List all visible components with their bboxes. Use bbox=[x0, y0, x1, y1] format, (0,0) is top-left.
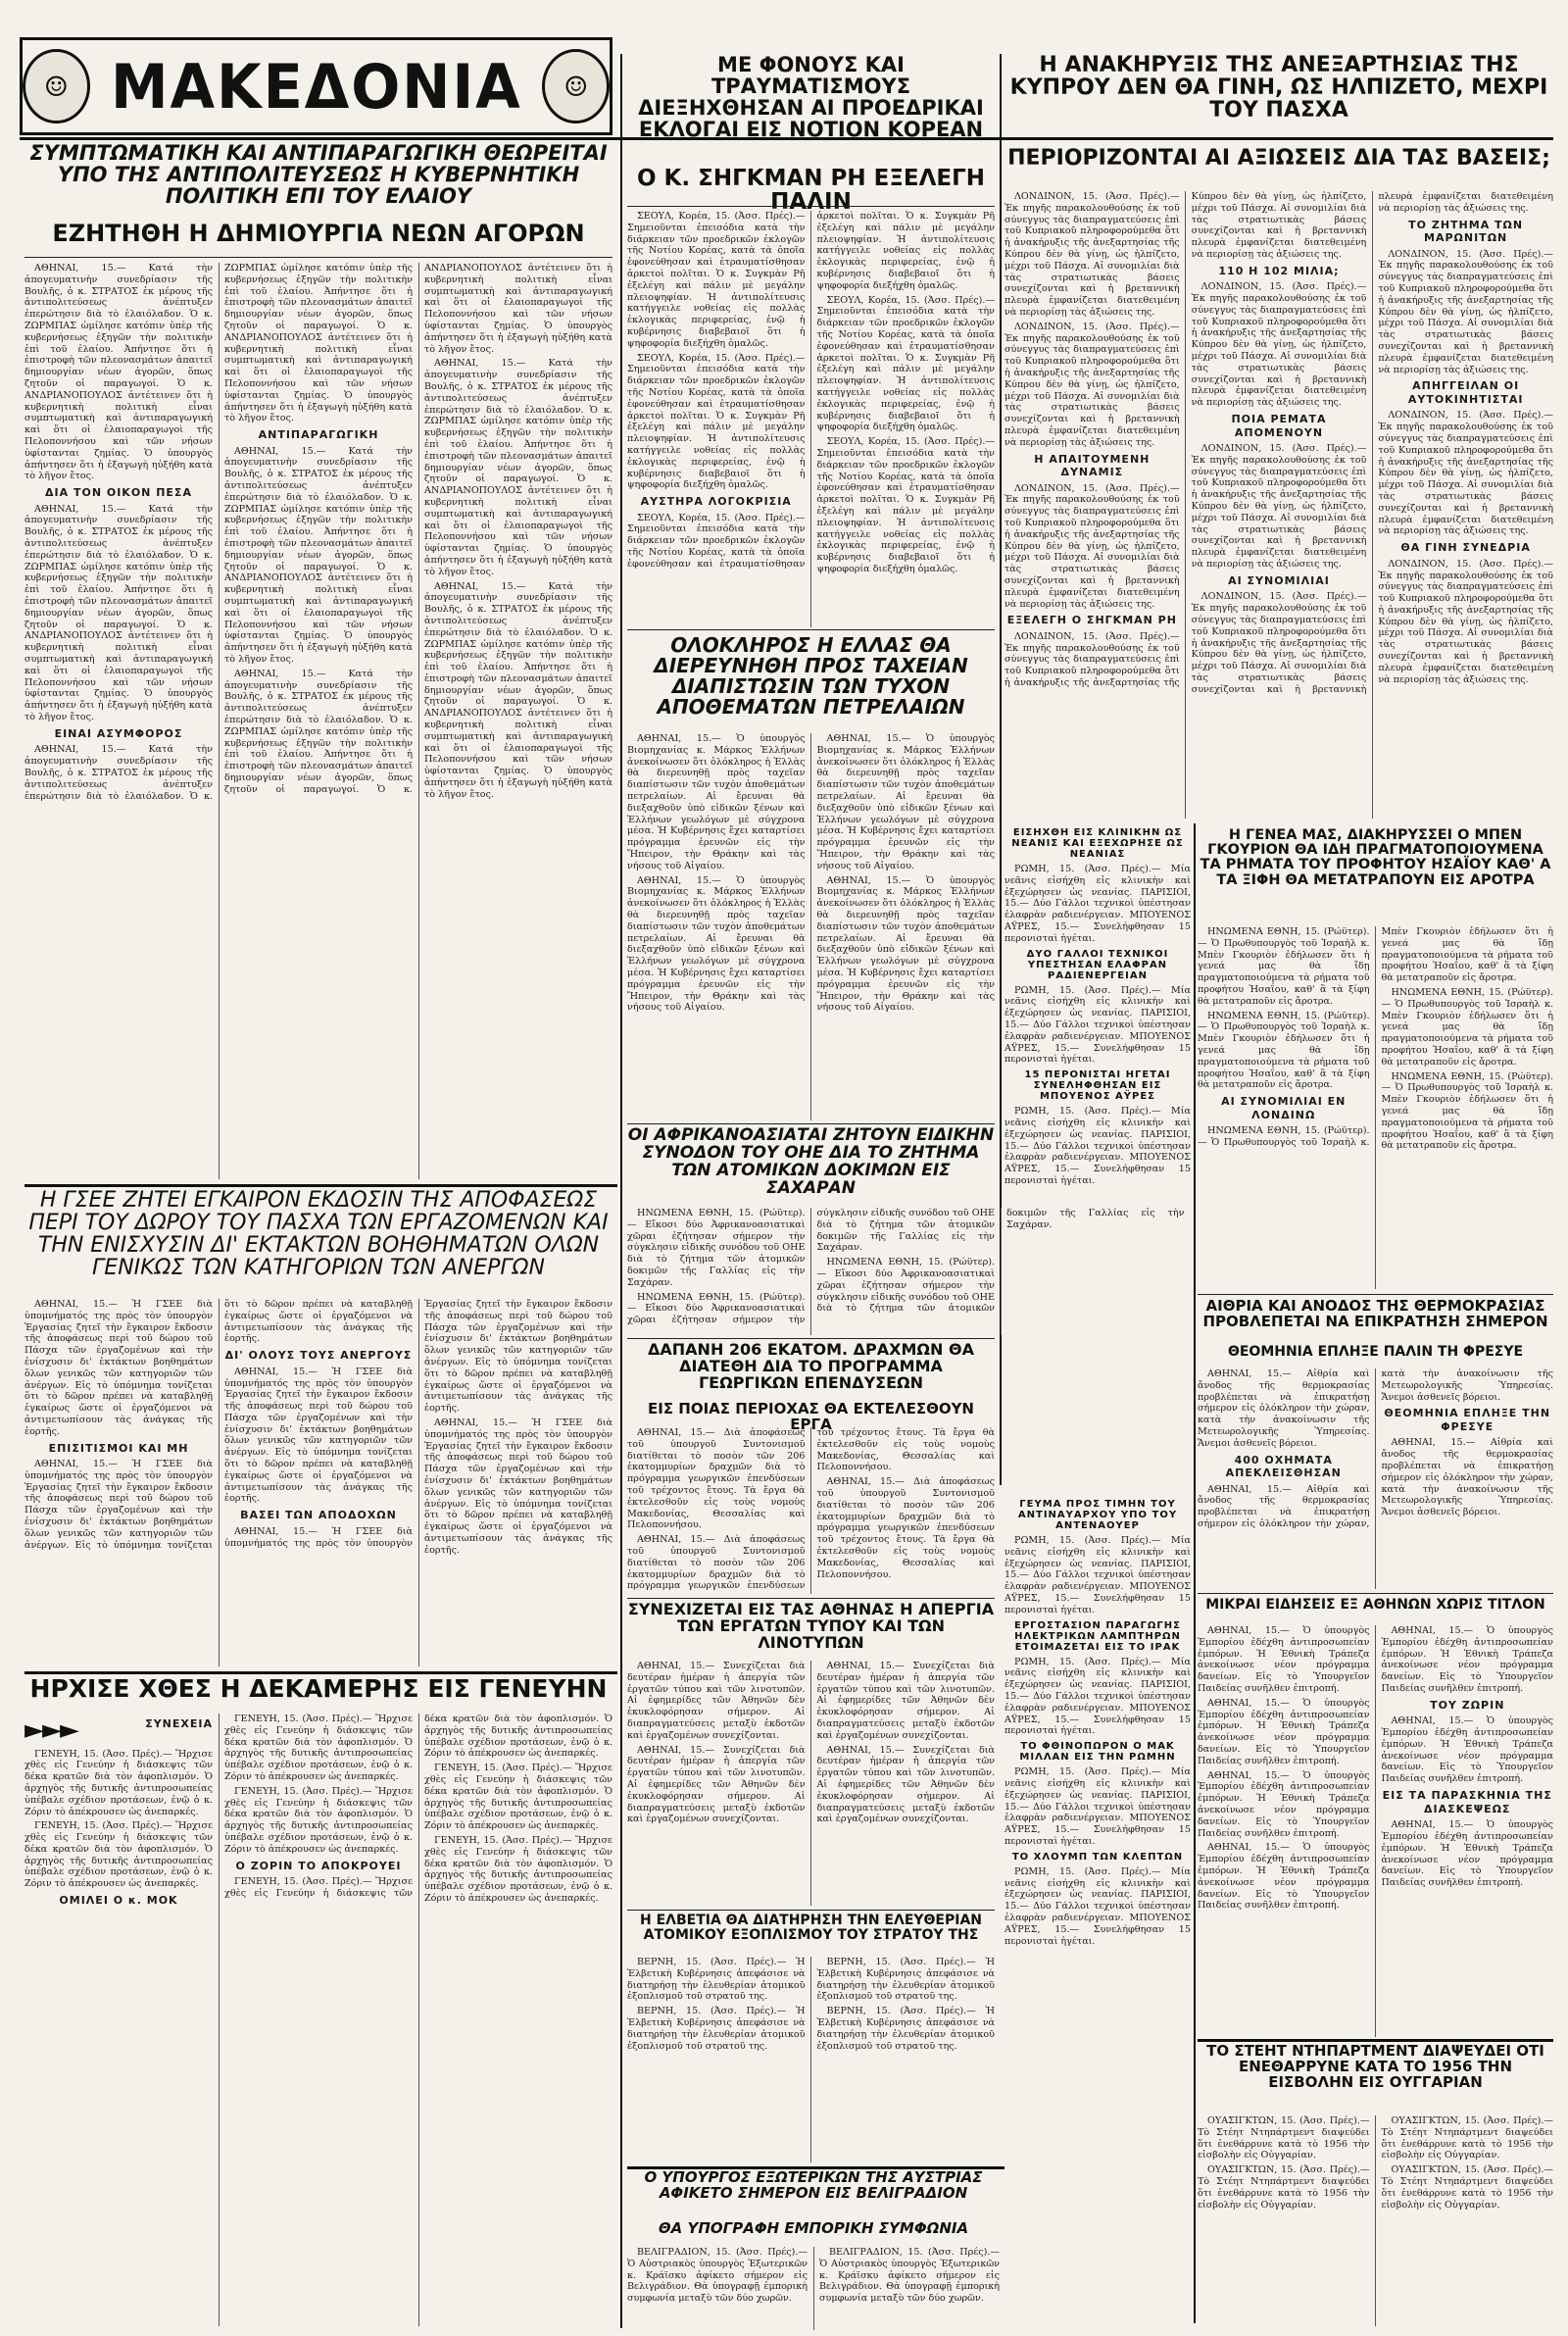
olive-paragraph: ΑΘΗΝΑΙ, 15.— Κατά τὴν ἀπογευματινὴν συνεδρίασιν τῆς Βουλῆς, ὁ κ. ΣΤΡΑΤΟΣ ἐκ μέρους τῆς ἀντιπολιτεύσεως ἀνέπτυξεν ἐπερώτησιν διὰ τὸ ἐλαιόλαδον. Ὁ κ. ΖΩΡΜΠΑΣ ὡμίλησε κατόπιν ὑπὲρ τῆς κυβερνήσεως ἐξηγῶν τὴν πολιτικὴν ἐπὶ τοῦ ἐλαίου. Ἀπήντησε ὅτι ἡ ἐπιστροφὴ τῶν πλεονασμάτων ἀπαιτεῖ δημιουργίαν νέων ἀγορῶν, ὅπως ζητοῦν οἱ παραγωγοί. Ὁ κ. ΑΝΔΡΙΑΝΟΠΟΥΛΟΣ ἀντέτεινεν ὅτι ἡ κυβερνητικὴ πολιτικὴ εἶναι συμπτωματικὴ καὶ ἀντιπαραγωγική καὶ ὅτι οἱ ἐλαιοπαραγωγοὶ τῆς Πελοποννήσου καὶ τῶν νήσων ὑφίστανται ζημίας. Ὁ ὑπουργὸς ἀπήντησεν ὅτι ἡ ἐξαγωγὴ ηὐξήθη κατὰ τὸ λῆγον ἔτος. bbox=[424, 358, 612, 577]
geneva-headline bbox=[24, 1676, 612, 1710]
geneva-paragraph: ΓΕΝΕΥΗ, 15. (Ἀσσ. Πρές).— Ἤρχισε χθὲς εἰς Γενεύην ἡ διάσκεψις τῶν δέκα κρατῶν διὰ τὸν ἀφοπλισμόν. Ὁ ἀρχηγὸς τῆς δυτικῆς ἀντιπροσωπείας ὑπέβαλε σχέδιον προτάσεων, ἐνῷ ὁ κ. Ζόριν τὸ ἀπέκρουσεν ὡς ἀνεπαρκές. bbox=[24, 1820, 213, 1890]
korea-paragraph: ΣΕΟΥΛ, Κορέα, 15. (Ἀσσ. Πρές).— Σημειοῦνται ἐπεισόδια κατὰ τὴν διάρκειαν τῶν προεδρικῶν ἐκλογῶν τῆς Νοτίου Κορέας, κατὰ τὰ ὁποῖα ἐφονεύθησαν καὶ ἐτραυματίσθησαν ἀρκετοὶ πολῖται. Ὁ κ. Συγκμὰν Ρῆ ἐξελέγη καὶ πάλιν μὲ μεγάλην πλειοψηφίαν. Ἡ ἀντιπολίτευσις κατήγγειλε νοθείας εἰς πολλὰς ἐκλογικὰς περιφερείας, ἐνῷ ἡ κυβέρνησις διαβεβαιοῖ ὅτι ἡ ψηφοφορία διεξήχθη ὁμαλῶς. bbox=[816, 294, 995, 433]
korea-paragraph: ΣΕΟΥΛ, Κορέα, 15. (Ἀσσ. Πρές).— Σημειοῦνται ἐπεισόδια κατὰ τὴν διάρκειαν τῶν προεδρικῶν ἐκλογῶν τῆς Νοτίου Κορέας, κατὰ τὰ ὁποῖα ἐφονεύθησαν καὶ ἐτραυματίσθησαν ἀρκετοὶ πολῖται. Ὁ κ. Συγκμὰν Ρῆ ἐξελέγη καὶ πάλιν μὲ μεγάλην πλειοψηφίαν. Ἡ ἀντιπολίτευσις κατήγγειλε νοθείας εἰς πολλὰς ἐκλογικὰς περιφερείας, ἐνῷ ἡ κυβέρνησις διαβεβαιοῖ ὅτι ἡ ψηφοφορία διεξήχθη ὁμαλῶς. bbox=[627, 352, 806, 491]
olive-paragraph: ΑΘΗΝΑΙ, 15.— Κατά τὴν ἀπογευματινὴν συνεδρίασιν τῆς Βουλῆς, ὁ κ. ΣΤΡΑΤΟΣ ἐκ μέρους τῆς ἀντιπολιτεύσεως ἀνέπτυξεν ἐπερώτησιν διὰ τὸ ἐλαιόλαδον. Ὁ κ. ΖΩΡΜΠΑΣ ὡμίλησε κατόπιν ὑπὲρ τῆς κυβερνήσεως ἐξηγῶν τὴν πολιτικὴν ἐπὶ τοῦ ἐλαίου. Ἀπήντησε ὅτι ἡ ἐπιστροφὴ τῶν πλεονασμάτων ἀπαιτεῖ δημιουργίαν νέων ἀγορῶν, ὅπως ζητοῦν οἱ παραγωγοί. Ὁ κ. ΑΝΔΡΙΑΝΟΠΟΥΛΟΣ ἀντέτεινεν ὅτι ἡ κυβερνητικὴ πολιτικὴ εἶναι συμπτωματικὴ καὶ ἀντιπαραγωγική καὶ ὅτι οἱ ἐλαιοπαραγωγοὶ τῆς Πελοποννήσου καὶ τῶν νήσων ὑφίστανται ζημίας. Ὁ ὑπουργὸς ἀπήντησεν ὅτι ἡ ἐξαγωγὴ ηὐξήθη κατὰ τὸ λῆγον ἔτος. bbox=[424, 580, 612, 800]
arrows-icon: ►►► bbox=[24, 1715, 77, 1745]
misc-briefs bbox=[1004, 823, 1191, 1490]
agri-paragraph: ΑΘΗΝΑΙ, 15.— Διὰ ἀποφάσεως τοῦ ὑπουργοῦ Συντονισμοῦ διατίθεται τὸ ποσὸν τῶν 206 ἑκατομμυρίων δραχμῶν διὰ τὸ πρόγραμμα γεωργικῶν ἐπενδύσεων τοῦ τρέχοντος ἔτους. Τὰ ἔργα θὰ ἐκτελεσθοῦν εἰς τοὺς νομοὺς Μακεδονίας, Θεσσαλίας καὶ Πελοποννήσου. bbox=[816, 1476, 995, 1580]
short-paragraph: ΑΘΗΝΑΙ, 15.— Ὁ ὑπουργὸς Ἐμπορίου ἐδέχθη ἀντιπροσωπείαν ἐμπόρων. Ἡ Ἐθνικὴ Τράπεζα ἀνεκοίνωσε νέον πρόγραμμα δανείων. Εἰς τὸ Ὑπουργεῖον Παιδείας συνῆλθεν ἐπιτροπή. bbox=[1198, 1625, 1370, 1694]
weather-paragraph: ΑΘΗΝΑΙ, 15.— Αἰθρία καὶ ἄνοδος τῆς θερμοκρασίας προβλέπεται νὰ ἐπικρατήσῃ σήμερον εἰς ὁλόκληρον τὴν χώραν, κατὰ τὴν ἀνακοίνωσιν τῆς Μετεωρολογικῆς Ὑπηρεσίας. Ἄνεμοι ἀσθενεῖς βόρειοι. bbox=[1381, 1437, 1553, 1518]
cyprus-paragraph: ΛΟΝΔΙΝΟΝ, 15. (Ἀσσ. Πρές).— Ἐκ πηγῆς παρακολουθούσης ἐκ τοῦ σύνεγγυς τὰς διαπραγματεύσεις ἐπὶ τοῦ Κυπριακοῦ πληροφορούμεθα ὅτι ἡ ἀνακήρυξις τῆς ἀνεξαρτησίας τῆς Κύπρου δὲν θὰ γίνῃ, ὡς ἠλπίζετο, μέχρι τοῦ Πάσχα. Αἱ συνομιλίαι διὰ τὰς στρατιωτικὰς βάσεις συνεχίζονται καὶ ἡ βρεταννικὴ πλευρὰ ἐμφανίζεται διατεθειμένη νὰ περιορίσῃ τὰς ἀξιώσεις της. bbox=[1378, 410, 1553, 537]
state-paragraph: ΟΥΑΣΙΓΚΤΩΝ, 15. (Ἀσσ. Πρές).— Τὸ Στέητ Ντηπάρτμεντ διαψεύδει ὅτι ἐνεθάρρυνε κατὰ τὸ 1956 τὴν εἰσβολὴν εἰς Οὐγγαρίαν. bbox=[1198, 2115, 1370, 2162]
adenauer-headline: ΓΕΥΜΑ ΠΡΟΣ ΤΙΜΗΝ ΤΟΥ ΑΝΤΙΝΑΥΑΡΧΟΥ ΥΠΟ ΤΟΥ ΑΝΤΕΝΑΟΥΕΡ bbox=[1017, 1499, 1178, 1531]
weather-sub-headline bbox=[1198, 1345, 1553, 1367]
right-briefs bbox=[1004, 1495, 1191, 2323]
head-left-icon: ☺ bbox=[23, 49, 90, 124]
cyprus-paragraph: ΛΟΝΔΙΝΟΝ, 15. (Ἀσσ. Πρές).— Ἐκ πηγῆς παρακολουθούσης ἐκ τοῦ σύνεγγυς τὰς διαπραγματεύσεις ἐπὶ τοῦ Κυπριακοῦ πληροφορούμεθα ὅτι ἡ ἀνακήρυξις τῆς ἀνεξαρτησίας τῆς Κύπρου δὲν θὰ γίνῃ, ὡς ἠλπίζετο, μέχρι τοῦ Πάσχα. Αἱ συνομιλίαι διὰ τὰς στρατιωτικὰς βάσεις συνεχίζονται καὶ ἡ βρεταννικὴ πλευρὰ ἐμφανίζεται διατεθειμένη νὰ περιορίσῃ τὰς ἀξιώσεις της. bbox=[1378, 248, 1553, 375]
ben-paragraph: ΗΝΩΜΕΝΑ ΕΘΝΗ, 15. (Ρώϋτερ).— Ὁ Πρωθυπουργὸς τοῦ Ἰσραὴλ κ. Μπὲν Γκουριὸν ἐδήλωσεν ὅτι ἡ γενεά μας θὰ ἴδῃ πραγματοποιούμενα τὰ ρήματα τοῦ προφήτου Ἠσαΐου, καθ' ἃ τὰ ξίφη θὰ μετατραποῦν εἰς ἄροτρα. bbox=[1198, 1010, 1370, 1091]
short-paragraph: ΑΘΗΝΑΙ, 15.— Ὁ ὑπουργὸς Ἐμπορίου ἐδέχθη ἀντιπροσωπείαν ἐμπόρων. Ἡ Ἐθνικὴ Τράπεζα ἀνεκοίνωσε νέον πρόγραμμα δανείων. Εἰς τὸ Ὑπουργεῖον Παιδείας συνῆλθεν ἐπιτροπή. bbox=[1198, 1697, 1370, 1766]
gsee-top-rule bbox=[24, 1184, 617, 1187]
oil-paragraph: ΑΘΗΝΑΙ, 15.— Ὁ ὑπουργὸς Βιομηχανίας κ. Μάρκος Ἑλλήνων ἀνεκοίνωσεν ὅτι ὁλόκληρος ἡ Ἑλλὰς θὰ διερευνηθῇ πρὸς ταχεῖαν διαπίστωσιν τῶν τυχὸν ἀποθεμάτων πετρελαίων. Αἱ ἔρευναι θὰ διεξαχθοῦν ὑπὸ εἰδικῶν ξένων καὶ Ἑλλήνων γεωλόγων μὲ σύγχρονα μέσα. Ἡ Κυβέρνησις ἔχει καταρτίσει πρόγραμμα ἐρευνῶν εἰς τὴν Ἤπειρον, τὴν Θράκην καὶ τὰς νήσους τοῦ Αἰγαίου. bbox=[816, 733, 995, 871]
misc-paragraph: ΡΩΜΗ, 15. (Ἀσσ. Πρές).— Μία νεᾶνις εἰσήχθη εἰς κλινικὴν καὶ ἐξεχώρησεν ὡς νεανίας. ΠΑΡΙΣΙΟΙ, 15.— Δύο Γάλλοι τεχνικοὶ ὑπέστησαν ἐλαφρὰν ραδιενέργειαν. ΜΠΟΥΕΝΟΣ ΑΫΡΕΣ, 15.— Συνελήφθησαν 15 περονισταὶ ἡγέται. bbox=[1004, 864, 1191, 944]
olive-paragraph: ΑΘΗΝΑΙ, 15.— Κατά τὴν ἀπογευματινὴν συνεδρίασιν τῆς Βουλῆς, ὁ κ. ΣΤΡΑΤΟΣ ἐκ μέρους τῆς ἀντιπολιτεύσεως ἀνέπτυξεν ἐπερώτησιν διὰ τὸ ἐλαιόλαδον. Ὁ κ. ΖΩΡΜΠΑΣ ὡμίλησε κατόπιν ὑπὲρ τῆς κυβερνήσεως ἐξηγῶν τὴν πολιτικὴν ἐπὶ τοῦ ἐλαίου. Ἀπήντησε ὅτι ἡ ἐπιστροφὴ τῶν πλεονασμάτων ἀπαιτεῖ δημιουργίαν νέων ἀγορῶν, ὅπως ζητοῦν οἱ παραγωγοί. Ὁ κ. ΑΝΔΡΙΑΝΟΠΟΥΛΟΣ ἀντέτεινεν ὅτι ἡ κυβερνητικὴ πολιτικὴ εἶναι συμπτωματικὴ καὶ ἀντιπαραγωγική καὶ ὅτι οἱ ἐλαιοπαραγωγοὶ τῆς Πελοποννήσου καὶ τῶν νήσων ὑφίστανται ζημίας. Ὁ ὑπουργὸς ἀπήντησεν ὅτι ἡ ἐξαγωγὴ ηὐξήθη κατὰ τὸ λῆγον ἔτος. bbox=[224, 445, 413, 666]
swiss-paragraph: ΒΕΡΝΗ, 15. (Ἀσσ. Πρές).— Ἡ Ἑλβετικὴ Κυβέρνησις ἀπεφάσισε νὰ διατηρήσῃ τὴν ἐλευθερίαν ἀτομικοῦ ἐξοπλισμοῦ τοῦ στρατοῦ της. bbox=[816, 2006, 995, 2052]
subhead: ΕΙΣ ΤΑ ΠΑΡΑΣΚΗΝΙΑ ΤΗΣ ΔΙΑΣΚΕΨΕΩΣ bbox=[1382, 1789, 1552, 1815]
misc-paragraph: ΡΩΜΗ, 15. (Ἀσσ. Πρές).— Μία νεᾶνις εἰσήχθη εἰς κλινικὴν καὶ ἐξεχώρησεν ὡς νεανίας. ΠΑΡΙΣΙΟΙ, 15.— Δύο Γάλλοι τεχνικοὶ ὑπέστησαν ἐλαφρὰν ραδιενέργειαν. ΜΠΟΥΕΝΟΣ ΑΫΡΕΣ, 15.— Συνελήφθησαν 15 περονισταὶ ἡγέται. bbox=[1004, 1865, 1191, 1947]
korea-sub-headline bbox=[627, 166, 995, 216]
short-paragraph: ΑΘΗΝΑΙ, 15.— Ὁ ὑπουργὸς Ἐμπορίου ἐδέχθη ἀντιπροσωπείαν ἐμπόρων. Ἡ Ἐθνικὴ Τράπεζα ἀνεκοίνωσε νέον πρόγραμμα δανείων. Εἰς τὸ Ὑπουργεῖον Παιδείας συνῆλθεν ἐπιτροπή. bbox=[1198, 1769, 1370, 1839]
subhead: ΔΙ' ΟΛΟΥΣ ΤΟΥΣ ΑΝΕΡΓΟΥΣ bbox=[224, 1349, 413, 1363]
africa-paragraph: ΗΝΩΜΕΝΑ ΕΘΝΗ, 15. (Ρώϋτερ).— Εἴκοσι δύο Ἀφρικανοασιατικαὶ χῶραι ἐζήτησαν σήμερον τὴν σύγκλησιν εἰδικῆς συνόδου τοῦ ΟΗΕ διὰ τὸ ζήτημα τῶν ἀτομικῶν δοκιμῶν τῆς Γαλλίας εἰς τὴν Σαχάραν. bbox=[627, 1208, 806, 1288]
head-right-icon: ☺ bbox=[542, 49, 610, 124]
cyprus-headline-text: Η ΑΝΑΚΗΡΥΞΙΣ ΤΗΣ ΑΝΕΞΑΡΤΗΣΙΑΣ ΤΗΣ ΚΥΠΡΟΥ ΔΕΝ ΘΑ ΓΙΝΗ, ΩΣ ΗΛΠΙΖΕΤΟ, ΜΕΧΡΙ ΤΟΥ ΠΑΣΧΑ bbox=[1009, 53, 1548, 124]
olive-paragraph: ΑΘΗΝΑΙ, 15.— Κατά τὴν ἀπογευματινὴν συνεδρίασιν τῆς Βουλῆς, ὁ κ. ΣΤΡΑΤΟΣ ἐκ μέρους τῆς ἀντιπολιτεύσεως ἀνέπτυξεν ἐπερώτησιν διὰ τὸ ἐλαιόλαδον. Ὁ κ. ΖΩΡΜΠΑΣ ὡμίλησε κατόπιν ὑπὲρ τῆς κυβερνήσεως ἐξηγῶν τὴν πολιτικὴν ἐπὶ τοῦ ἐλαίου. Ἀπήντησε ὅτι ἡ ἐπιστροφὴ τῶν πλεονασμάτων ἀπαιτεῖ δημιουργίαν νέων ἀγορῶν, ὅπως ζητοῦν οἱ παραγωγοί. Ὁ κ. ΑΝΔΡΙΑΝΟΠΟΥΛΟΣ ἀντέτεινεν ὅτι ἡ κυβερνητικὴ πολιτικὴ εἶναι συμπτωματικὴ καὶ ἀντιπαραγωγική καὶ ὅτι οἱ ἐλαιοπαραγωγοὶ τῆς Πελοποννήσου καὶ τῶν νήσων ὑφίστανται ζημίας. Ὁ ὑπουργὸς ἀπήντησεν ὅτι ἡ ἐξαγωγὴ ηὐξήθη κατὰ τὸ λῆγον ἔτος. bbox=[24, 263, 213, 482]
misc-paragraph: ΡΩΜΗ, 15. (Ἀσσ. Πρές).— Μία νεᾶνις εἰσήχθη εἰς κλινικὴν καὶ ἐξεχώρησεν ὡς νεανίας. ΠΑΡΙΣΙΟΙ, 15.— Δύο Γάλλοι τεχνικοὶ ὑπέστησαν ἐλαφρὰν ραδιενέργειαν. ΜΠΟΥΕΝΟΣ ΑΫΡΕΣ, 15.— Συνελήφθησαν 15 περονισταὶ ἡγέται. bbox=[1004, 1766, 1191, 1847]
geneva-paragraph: ΓΕΝΕΥΗ, 15. (Ἀσσ. Πρές).— Ἤρχισε χθὲς εἰς Γενεύην ἡ διάσκεψις τῶν δέκα κρατῶν διὰ τὸν ἀφοπλισμόν. Ὁ ἀρχηγὸς τῆς δυτικῆς ἀντιπροσωπείας ὑπέβαλε σχέδιον προτάσεων, ἐνῷ ὁ κ. Ζόριν τὸ ἀπέκρουσεν ὡς ἀνεπαρκές. bbox=[224, 1714, 413, 1782]
clinic-headline: ΕΙΣΗΧΘΗ ΕΙΣ ΚΛΙΝΙΚΗΝ ΩΣ ΝΕΑΝΙΣ ΚΑΙ ΕΞΕΧΩΡΗΣΕ ΩΣ ΝΕΑΝΙΑΣ bbox=[1011, 827, 1184, 860]
gsee-paragraph: ΑΘΗΝΑΙ, 15.— Ἡ ΓΣΕΕ διὰ ὑπομνήματός της πρὸς τὸν ὑπουργὸν Ἐργασίας ζητεῖ τὴν ἔγκαιρον ἔκδοσιν τῆς ἀποφάσεως περὶ τοῦ δώρου τοῦ Πάσχα τῶν ἐργαζομένων καὶ τὴν ἐνίσχυσιν δι' ἐκτάκτων βοηθημάτων ὅλων γενικῶς τῶν κατηγοριῶν τῶν ἀνέργων. Εἰς τὸ ὑπόμνημα τονίζεται ὅτι τὸ δῶρον πρέπει νὰ καταβληθῇ ἐγκαίρως ὥστε οἱ ἐργαζόμενοι νὰ ἀντιμετωπίσουν τὰς ἀνάγκας τῆς ἑορτῆς. bbox=[424, 1417, 612, 1556]
subhead: ΑΙ ΣΥΝΟΜΙΛΙΑΙ ΕΝ ΛΟΝΔΙΝΩ bbox=[1221, 1095, 1347, 1121]
cyprus-paragraph: ΛΟΝΔΙΝΟΝ, 15. (Ἀσσ. Πρές).— Ἐκ πηγῆς παρακολουθούσης ἐκ τοῦ σύνεγγυς τὰς διαπραγματεύσεις ἐπὶ τοῦ Κυπριακοῦ πληροφορούμεθα ὅτι ἡ ἀνακήρυξις τῆς ἀνεξαρτησίας τῆς Κύπρου δὲν θὰ γίνῃ, ὡς ἠλπίζετο, μέχρι τοῦ Πάσχα. Αἱ συνομιλίαι διὰ τὰς στρατιωτικὰς βάσεις συνεχίζονται καὶ ἡ βρεταννικὴ πλευρὰ ἐμφανίζεται διατεθειμένη νὰ περιορίσῃ τὰς ἀξιώσεις της. bbox=[1191, 443, 1367, 571]
column-rule-3 bbox=[1194, 823, 1196, 2323]
markets-headline bbox=[24, 222, 612, 253]
africa-headline bbox=[627, 1127, 995, 1206]
geneva-paragraph: ΓΕΝΕΥΗ, 15. (Ἀσσ. Πρές).— Ἤρχισε χθὲς εἰς Γενεύην ἡ διάσκεψις τῶν δέκα κρατῶν διὰ τὸν ἀφοπλισμόν. Ὁ ἀρχηγὸς τῆς δυτικῆς ἀντιπροσωπείας ὑπέβαλε σχέδιον προτάσεων, ἐνῷ ὁ κ. Ζόριν τὸ ἀπέκρουσεν ὡς ἀνεπαρκές. bbox=[24, 1748, 213, 1817]
korea-headline bbox=[627, 54, 995, 162]
cyprus-headline bbox=[1004, 54, 1553, 142]
subhead: 110 Η 102 ΜΙΛΙΑ; bbox=[1218, 264, 1340, 277]
olive-headline bbox=[24, 142, 612, 221]
cyprus-article bbox=[1004, 191, 1553, 819]
short-paragraph: ΑΘΗΝΑΙ, 15.— Ὁ ὑπουργὸς Ἐμπορίου ἐδέχθη ἀντιπροσωπείαν ἐμπόρων. Ἡ Ἐθνικὴ Τράπεζα ἀνεκοίνωσε νέον πρόγραμμα δανείων. Εἰς τὸ Ὑπουργεῖον Παιδείας συνῆλθεν ἐπιτροπή. bbox=[1381, 1819, 1553, 1889]
short-paragraph: ΑΘΗΝΑΙ, 15.— Ὁ ὑπουργὸς Ἐμπορίου ἐδέχθη ἀντιπροσωπείαν ἐμπόρων. Ἡ Ἐθνικὴ Τράπεζα ἀνεκοίνωσε νέον πρόγραμμα δανείων. Εἰς τὸ Ὑπουργεῖον Παιδείας συνῆλθεν ἐπιτροπή. bbox=[1198, 1842, 1370, 1912]
oil-article bbox=[627, 733, 995, 1120]
swiss-headline-text: Η ΕΛΒΕΤΙΑ ΘΑ ΔΙΑΤΗΡΗΣΗ ΤΗΝ ΕΛΕΥΘΕΡΙΑΝ ΑΤΟΜΙΚΟΥ ΕΞΟΠΛΙΣΜΟΥ ΤΟΥ ΣΤΡΑΤΟΥ ΤΗΣ bbox=[639, 1913, 983, 1943]
subhead: ΒΑΣΕΙ ΤΩΝ ΑΠΟΔΟΧΩΝ bbox=[240, 1509, 397, 1522]
austria-sub-headline bbox=[627, 2221, 1000, 2243]
olive-paragraph: ΑΘΗΝΑΙ, 15.— Κατά τὴν ἀπογευματινὴν συνεδρίασιν τῆς Βουλῆς, ὁ κ. ΣΤΡΑΤΟΣ ἐκ μέρους τῆς ἀντιπολιτεύσεως ἀνέπτυξεν ἐπερώτησιν διὰ τὸ ἐλαιόλαδον. Ὁ κ. ΖΩΡΜΠΑΣ ὡμίλησε κατόπιν ὑπὲρ τῆς κυβερνήσεως ἐξηγῶν τὴν πολιτικὴν ἐπὶ τοῦ ἐλαίου. Ἀπήντησε ὅτι ἡ ἐπιστροφὴ τῶν πλεονασμάτων ἀπαιτεῖ δημιουργίαν νέων ἀγορῶν, ὅπως ζητοῦν οἱ παραγωγοί. Ὁ κ. ΑΝΔΡΙΑΝΟΠΟΥΛΟΣ ἀντέτεινεν ὅτι ἡ κυβερνητικὴ πολιτικὴ εἶναι συμπτωματικὴ καὶ ἀντιπαραγωγική καὶ ὅτι οἱ ἐλαιοπαραγωγοὶ τῆς Πελοποννήσου καὶ τῶν νήσων ὑφίστανται ζημίας. Ὁ ὑπουργὸς ἀπήντησεν ὅτι ἡ ἐξαγωγὴ ηὐξήθη κατὰ τὸ λῆγον ἔτος. bbox=[24, 263, 413, 802]
africa-headline-text: ΟΙ ΑΦΡΙΚΑΝΟΑΣΙΑΤΑΙ ΖΗΤΟΥΝ ΕΙΔΙΚΗΝ ΣΥΝΟΔΟΝ ΤΟΥ ΟΗΕ ΔΙΑ ΤΟ ΖΗΤΗΜΑ ΤΩΝ ΑΤΟΜΙΚΩΝ ΔΟΚΙΜΩΝ ΕΙΣ ΣΑΧΑΡΑΝ bbox=[627, 1125, 995, 1198]
strike-paragraph: ΑΘΗΝΑΙ, 15.— Συνεχίζεται διὰ δευτέραν ἡμέραν ἡ ἀπεργία τῶν ἐργατῶν τύπου καὶ τῶν λινοτυπῶν. Αἱ ἐφημερίδες τῶν Ἀθηνῶν δὲν ἐκυκλοφόρησαν σήμερον. Αἱ διαπραγματεύσεις μεταξὺ ἐκδοτῶν καὶ ἐργαζομένων συνεχίζονται. bbox=[816, 1661, 995, 1741]
weather-sub-headline-text: ΘΕΟΜΗΝΙΑ ΕΠΛΗΞΕ ΠΑΛΙΝ ΤΗ ΦΡΕΣΥΕ bbox=[1227, 1344, 1524, 1360]
agri-headline-text: ΔΑΠΑΝΗ 206 ΕΚΑΤΟΜ. ΔΡΑΧΜΩΝ ΘΑ ΔΙΑΤΕΘΗ ΔΙΑ ΤΟ ΠΡΟΓΡΑΜΜΑ ΓΕΩΡΓΙΚΩΝ ΕΠΕΝΔΥΣΕΩΝ bbox=[648, 1340, 974, 1392]
subhead: ΕΞΕΛΕΓΗ Ο ΣΗΓΚΜΑΝ ΡΗ bbox=[1006, 614, 1177, 627]
agri-sub-headline bbox=[627, 1400, 995, 1433]
gsee-headline-text: Η ΓΣΕΕ ΖΗΤΕΙ ΕΓΚΑΙΡΟΝ ΕΚΔΟΣΙΝ ΤΗΣ ΑΠΟΦΑΣΕΩΣ ΠΕΡΙ ΤΟΥ ΔΩΡΟΥ ΤΟΥ ΠΑΣΧΑ ΤΩΝ ΕΡΓΑΖΟΜΕΝΩΝ ΚΑΙ ΤΗΝ ΕΝΙΣΧΥΣΙΝ ΔΙ' ΕΚΤΑΚΤΩΝ ΒΟΗΘΗΜΑΤΩΝ ΟΛΩΝ ΓΕΝΙΚΩΣ ΤΩΝ ΚΑΤΗΓΟΡΙΩΝ ΤΩΝ ΑΝΕΡΓΩΝ bbox=[28, 1188, 609, 1281]
swiss-paragraph: ΒΕΡΝΗ, 15. (Ἀσσ. Πρές).— Ἡ Ἑλβετικὴ Κυβέρνησις ἀπεφάσισε νὰ διατηρήσῃ τὴν ἐλευθερίαν ἀτομικοῦ ἐξοπλισμοῦ τοῦ στρατοῦ της. bbox=[627, 2006, 806, 2052]
austria-paragraph: ΒΕΛΙΓΡΑΔΙΟΝ, 15. (Ἀσσ. Πρές).— Ὁ Αὐστριακὸς ὑπουργὸς Ἐξωτερικῶν κ. Κράϊσκυ ἀφίκετο σήμερον εἰς Βελιγράδιον. Θὰ ὑπογραφῇ ἐμπορικὴ συμφωνία μεταξὺ τῶν δύο χωρῶν. bbox=[819, 2247, 1000, 2305]
gsee-headline bbox=[24, 1189, 612, 1297]
oil-paragraph: ΑΘΗΝΑΙ, 15.— Ὁ ὑπουργὸς Βιομηχανίας κ. Μάρκος Ἑλλήνων ἀνεκοίνωσεν ὅτι ὁλόκληρος ἡ Ἑλλὰς θὰ διερευνηθῇ πρὸς ταχεῖαν διαπίστωσιν τῶν τυχὸν ἀποθεμάτων πετρελαίων. Αἱ ἔρευναι θὰ διεξαχθοῦν ὑπὸ εἰδικῶν ξένων καὶ Ἑλλήνων γεωλόγων μὲ σύγχρονα μέσα. Ἡ Κυβέρνησις ἔχει καταρτίσει πρόγραμμα ἐρευνῶν εἰς τὴν Ἤπειρον, τὴν Θράκην καὶ τὰς νήσους τοῦ Αἰγαίου. bbox=[627, 874, 806, 1014]
short-headline bbox=[1198, 1598, 1553, 1623]
cyprus-paragraph: ΛΟΝΔΙΝΟΝ, 15. (Ἀσσ. Πρές).— Ἐκ πηγῆς παρακολουθούσης ἐκ τοῦ σύνεγγυς τὰς διαπραγματεύσεις ἐπὶ τοῦ Κυπριακοῦ πληροφορούμεθα ὅτι ἡ ἀνακήρυξις τῆς ἀνεξαρτησίας τῆς Κύπρου δὲν θὰ γίνῃ, ὡς ἠλπίζετο, μέχρι τοῦ Πάσχα. Αἱ συνομιλίαι διὰ τὰς στρατιωτικὰς βάσεις συνεχίζονται καὶ ἡ βρεταννικὴ πλευρὰ ἐμφανίζεται διατεθειμένη νὰ περιορίσῃ τὰς ἀξιώσεις της. bbox=[1191, 191, 1553, 695]
swiss-paragraph: ΒΕΡΝΗ, 15. (Ἀσσ. Πρές).— Ἡ Ἑλβετικὴ Κυβέρνησις ἀπεφάσισε νὰ διατηρήσῃ τὴν ἐλευθερίαν ἀτομικοῦ ἐξοπλισμοῦ τοῦ στρατοῦ της. bbox=[816, 1957, 995, 2003]
weather-rule bbox=[1198, 1294, 1553, 1295]
strike-paragraph: ΑΘΗΝΑΙ, 15.— Συνεχίζεται διὰ δευτέραν ἡμέραν ἡ ἀπεργία τῶν ἐργατῶν τύπου καὶ τῶν λινοτυπῶν. Αἱ ἐφημερίδες τῶν Ἀθηνῶν δὲν ἐκυκλοφόρησαν σήμερον. Αἱ διαπραγματεύσεις μεταξὺ ἐκδοτῶν καὶ ἐργαζομένων συνεχίζονται. bbox=[816, 1744, 995, 1825]
swiss-headline bbox=[627, 1914, 995, 1955]
oil-headline-text: ΟΛΟΚΛΗΡΟΣ Η ΕΛΛΑΣ ΘΑ ΔΙΕΡΕΥΝΗΘΗ ΠΡΟΣ ΤΑΧΕΙΑΝ ΔΙΑΠΙΣΤΩΣΙΝ ΤΩΝ ΤΥΧΟΝ ΑΠΟΘΕΜΑΤΩΝ ΠΕΤΡΕΛΑΙΩΝ bbox=[654, 633, 968, 719]
geneva-article bbox=[24, 1714, 612, 2326]
state-paragraph: ΟΥΑΣΙΓΚΤΩΝ, 15. (Ἀσσ. Πρές).— Τὸ Στέητ Ντηπάρτμεντ διαψεύδει ὅτι ἐνεθάρρυνε κατὰ τὸ 1956 τὴν εἰσβολὴν εἰς Οὐγγαρίαν. bbox=[1381, 2164, 1553, 2211]
strike-article bbox=[627, 1661, 995, 1906]
geneva-paragraph: ΓΕΝΕΥΗ, 15. (Ἀσσ. Πρές).— Ἤρχισε χθὲς εἰς Γενεύην ἡ διάσκεψις τῶν δέκα κρατῶν διὰ τὸν ἀφοπλισμόν. Ὁ ἀρχηγὸς τῆς δυτικῆς ἀντιπροσωπείας ὑπέβαλε σχέδιον προτάσεων, ἐνῷ ὁ κ. Ζόριν τὸ ἀπέκρουσεν ὡς ἀνεπαρκές. bbox=[224, 1785, 413, 1855]
ben-article bbox=[1198, 926, 1553, 1289]
geneva-paragraph: ΓΕΝΕΥΗ, 15. (Ἀσσ. Πρές).— Ἤρχισε χθὲς εἰς Γενεύην ἡ διάσκεψις τῶν δέκα κρατῶν διὰ τὸν ἀφοπλισμόν. Ὁ ἀρχηγὸς τῆς δυτικῆς ἀντιπροσωπείας ὑπέβαλε σχέδιον προτάσεων, ἐνῷ ὁ κ. Ζόριν τὸ ἀπέκρουσεν ὡς ἀνεπαρκές. bbox=[224, 1714, 612, 1899]
subhead: 400 ΟΧΗΜΑΤΑ ΑΠΕΚΛΕΙΣΘΗΣΑΝ bbox=[1225, 1453, 1342, 1480]
strike-headline bbox=[627, 1602, 995, 1659]
gsee-paragraph: ΑΘΗΝΑΙ, 15.— Ἡ ΓΣΕΕ διὰ ὑπομνήματός της πρὸς τὸν ὑπουργὸν Ἐργασίας ζητεῖ τὴν ἔγκαιρον ἔκδοσιν τῆς ἀποφάσεως περὶ τοῦ δώρου τοῦ Πάσχα τῶν ἐργαζομένων καὶ τὴν ἐνίσχυσιν δι' ἐκτάκτων βοηθημάτων ὅλων γενικῶς τῶν κατηγοριῶν τῶν ἀνέργων. Εἰς τὸ ὑπόμνημα τονίζεται ὅτι τὸ δῶρον πρέπει νὰ καταβληθῇ ἐγκαίρως ὥστε οἱ ἐργαζόμενοι νὰ ἀντιμετωπίσουν τὰς ἀνάγκας τῆς ἑορτῆς. bbox=[24, 1299, 413, 1551]
ben-paragraph: ΗΝΩΜΕΝΑ ΕΘΝΗ, 15. (Ρώϋτερ).— Ὁ Πρωθυπουργὸς τοῦ Ἰσραὴλ κ. Μπὲν Γκουριὸν ἐδήλωσεν ὅτι ἡ γενεά μας θὰ ἴδῃ πραγματοποιούμενα τὰ ρήματα τοῦ προφήτου Ἠσαΐου, καθ' ἃ τὰ ξίφη θὰ μετατραποῦν εἰς ἄροτρα. bbox=[1381, 986, 1553, 1068]
agri-headline bbox=[627, 1342, 995, 1401]
cyprus-paragraph: ΛΟΝΔΙΝΟΝ, 15. (Ἀσσ. Πρές).— Ἐκ πηγῆς παρακολουθούσης ἐκ τοῦ σύνεγγυς τὰς διαπραγματεύσεις ἐπὶ τοῦ Κυπριακοῦ πληροφορούμεθα ὅτι ἡ ἀνακήρυξις τῆς ἀνεξαρτησίας τῆς Κύπρου δὲν θὰ γίνῃ, ὡς ἠλπίζετο, μέχρι τοῦ Πάσχα. Αἱ συνομιλίαι διὰ τὰς στρατιωτικὰς βάσεις συνεχίζονται καὶ ἡ βρεταννικὴ πλευρὰ ἐμφανίζεται διατεθειμένη νὰ περιορίσῃ τὰς ἀξιώσεις της. bbox=[1004, 482, 1180, 610]
short-headline-text: ΜΙΚΡΑΙ ΕΙΔΗΣΕΙΣ ΕΞ ΑΘΗΝΩΝ ΧΩΡΙΣ ΤΙΤΛΟΝ bbox=[1205, 1597, 1545, 1613]
austria-headline-text: Ο ΥΠΟΥΡΓΟΣ ΕΞΩΤΕΡΙΚΩΝ ΤΗΣ ΑΥΣΤΡΙΑΣ ΑΦΙΚΕΤΟ ΣΗΜΕΡΟΝ ΕΙΣ ΒΕΛΙΓΡΑΔΙΟΝ bbox=[644, 2168, 983, 2202]
korea-paragraph: ΣΕΟΥΛ, Κορέα, 15. (Ἀσσ. Πρές).— Σημειοῦνται ἐπεισόδια κατὰ τὴν διάρκειαν τῶν προεδρικῶν ἐκλογῶν τῆς Νοτίου Κορέας, κατὰ τὰ ὁποῖα ἐφονεύθησαν καὶ ἐτραυματίσθησαν ἀρκετοὶ πολῖται. Ὁ κ. Συγκμὰν Ρῆ ἐξελέγη καὶ πάλιν μὲ μεγάλην πλειοψηφίαν. Ἡ ἀντιπολίτευσις κατήγγειλε νοθείας εἰς πολλὰς ἐκλογικὰς περιφερείας, ἐνῷ ἡ κυβέρνησις διαβεβαιοῖ ὅτι ἡ ψηφοφορία διεξήχθη ὁμαλῶς. bbox=[627, 211, 995, 570]
subhead: ΠΟΙΑ ΡΕΜΑΤΑ ΑΠΟΜΕΝΟΥΝ bbox=[1231, 413, 1327, 439]
africa-paragraph: ΗΝΩΜΕΝΑ ΕΘΝΗ, 15. (Ρώϋτερ).— Εἴκοσι δύο Ἀφρικανοασιατικαὶ χῶραι ἐζήτησαν σήμερον τὴν σύγκλησιν εἰδικῆς συνόδου τοῦ ΟΗΕ διὰ τὸ ζήτημα τῶν ἀτομικῶν δοκιμῶν τῆς Γαλλίας εἰς τὴν Σαχάραν. bbox=[627, 1208, 995, 1326]
subhead: ΘΕΟΜΗΝΙΑ ΕΠΛΗΞΕ ΤΗΝ ΦΡΕΣΥΕ bbox=[1384, 1407, 1551, 1433]
olive-paragraph: ΑΘΗΝΑΙ, 15.— Κατά τὴν ἀπογευματινὴν συνεδρίασιν τῆς Βουλῆς, ὁ κ. ΣΤΡΑΤΟΣ ἐκ μέρους τῆς ἀντιπολιτεύσεως ἀνέπτυξεν ἐπερώτησιν διὰ τὸ ἐλαιόλαδον. Ὁ κ. ΖΩΡΜΠΑΣ ὡμίλησε κατόπιν ὑπὲρ τῆς κυβερνήσεως ἐξηγῶν τὴν πολιτικὴν ἐπὶ τοῦ ἐλαίου. Ἀπήντησε ὅτι ἡ ἐπιστροφὴ τῶν πλεονασμάτων ἀπαιτεῖ δημιουργίαν νέων ἀγορῶν, ὅπως ζητοῦν οἱ παραγωγοί. Ὁ κ. ΑΝΔΡΙΑΝΟΠΟΥΛΟΣ ἀντέτεινεν ὅτι ἡ κυβερνητικὴ πολιτικὴ εἶναι συμπτωματικὴ καὶ ἀντιπαραγωγική καὶ ὅτι οἱ ἐλαιοπαραγωγοὶ τῆς Πελοποννήσου καὶ τῶν νήσων ὑφίστανται ζημίας. Ὁ ὑπουργὸς ἀπήντησεν ὅτι ἡ ἐξαγωγὴ ηὐξήθη κατὰ τὸ λῆγον ἔτος. bbox=[224, 263, 612, 795]
korea-paragraph: ΣΕΟΥΛ, Κορέα, 15. (Ἀσσ. Πρές).— Σημειοῦνται ἐπεισόδια κατὰ τὴν διάρκειαν τῶν προεδρικῶν ἐκλογῶν τῆς Νοτίου Κορέας, κατὰ τὰ ὁποῖα ἐφονεύθησαν καὶ ἐτραυματίσθησαν ἀρκετοὶ πολῖται. Ὁ κ. Συγκμὰν Ρῆ ἐξελέγη καὶ πάλιν μὲ μεγάλην πλειοψηφίαν. Ἡ ἀντιπολίτευσις κατήγγειλε νοθείας εἰς πολλὰς ἐκλογικὰς περιφερείας, ἐνῷ ἡ κυβέρνησις διαβεβαιοῖ ὅτι ἡ ψηφοφορία διεξήχθη ὁμαλῶς. bbox=[627, 211, 806, 349]
masthead-title: ΜΑΚΕΔΟΝΙΑ bbox=[110, 50, 522, 123]
agri-paragraph: ΑΘΗΝΑΙ, 15.— Διὰ ἀποφάσεως τοῦ ὑπουργοῦ Συντονισμοῦ διατίθεται τὸ ποσὸν τῶν 206 ἑκατομμυρίων δραχμῶν διὰ τὸ πρόγραμμα γεωργικῶν ἐπενδύσεων τοῦ τρέχοντος ἔτους. Τὰ ἔργα θὰ ἐκτελεσθοῦν εἰς τοὺς νομοὺς Μακεδονίας, Θεσσαλίας καὶ Πελοποννήσου. bbox=[627, 1427, 995, 1592]
subhead: ΣΥΝΕΧΕΙΑ bbox=[145, 1717, 213, 1730]
geneva-paragraph: ΓΕΝΕΥΗ, 15. (Ἀσσ. Πρές).— Ἤρχισε χθὲς εἰς Γενεύην ἡ διάσκεψις τῶν δέκα κρατῶν διὰ τὸν ἀφοπλισμόν. Ὁ ἀρχηγὸς τῆς δυτικῆς ἀντιπροσωπείας ὑπέβαλε σχέδιον προτάσεων, ἐνῷ ὁ κ. Ζόριν τὸ ἀπέκρουσεν ὡς ἀνεπαρκές. bbox=[424, 1834, 612, 1904]
cyprus-sub-headline bbox=[1004, 147, 1553, 182]
short-paragraph: ΑΘΗΝΑΙ, 15.— Ὁ ὑπουργὸς Ἐμπορίου ἐδέχθη ἀντιπροσωπείαν ἐμπόρων. Ἡ Ἐθνικὴ Τράπεζα ἀνεκοίνωσε νέον πρόγραμμα δανείων. Εἰς τὸ Ὑπουργεῖον Παιδείας συνῆλθεν ἐπιτροπή. bbox=[1381, 1715, 1553, 1785]
subhead: ΤΟΥ ΖΩΡΙΝ bbox=[1430, 1698, 1505, 1712]
subhead: ΟΜΙΛΕΙ Ο κ. ΜΟΚ bbox=[59, 1894, 178, 1908]
subhead: ΕΠΙΣΙΤΙΣΜΟΙ ΚΑΙ ΜΗ bbox=[48, 1441, 189, 1455]
agri-sub-headline-text: ΕΙΣ ΠΟΙΑΣ ΠΕΡΙΟΧΑΣ ΘΑ ΕΚΤΕΛΕΣΘΟΥΝ ΕΡΓΑ bbox=[648, 1400, 974, 1433]
gsee-paragraph: ΑΘΗΝΑΙ, 15.— Ἡ ΓΣΕΕ διὰ ὑπομνήματός της πρὸς τὸν ὑπουργὸν Ἐργασίας ζητεῖ τὴν ἔγκαιρον ἔκδοσιν τῆς ἀποφάσεως περὶ τοῦ δώρου τοῦ Πάσχα τῶν ἐργαζομένων καὶ τὴν ἐνίσχυσιν δι' ἐκτάκτων βοηθημάτων ὅλων γενικῶς τῶν κατηγοριῶν τῶν ἀνέργων. Εἰς τὸ ὑπόμνημα τονίζεται ὅτι τὸ δῶρον πρέπει νὰ καταβληθῇ ἐγκαίρως ὥστε οἱ ἐργαζόμενοι νὰ ἀντιμετωπίσουν τὰς ἀνάγκας τῆς ἑορτῆς. bbox=[224, 1366, 413, 1505]
misc-paragraph: ΡΩΜΗ, 15. (Ἀσσ. Πρές).— Μία νεᾶνις εἰσήχθη εἰς κλινικὴν καὶ ἐξεχώρησεν ὡς νεανίας. ΠΑΡΙΣΙΟΙ, 15.— Δύο Γάλλοι τεχνικοὶ ὑπέστησαν ἐλαφρὰν ραδιενέργειαν. ΜΠΟΥΕΝΟΣ ΑΫΡΕΣ, 15.— Συνελήφθησαν 15 περονισταὶ ἡγέται. bbox=[1004, 984, 1191, 1066]
weather-headline-text: ΑΙΘΡΙΑ ΚΑΙ ΑΝΟΔΟΣ ΤΗΣ ΘΕΡΜΟΚΡΑΣΙΑΣ ΠΡΟΒΛΕΠΕΤΑΙ ΝΑ ΕΠΙΚΡΑΤΗΣΗ ΣΗΜΕΡΟΝ bbox=[1202, 1297, 1548, 1330]
korea-rule bbox=[627, 206, 995, 207]
geneva-paragraph: ΓΕΝΕΥΗ, 15. (Ἀσσ. Πρές).— Ἤρχισε χθὲς εἰς Γενεύην ἡ διάσκεψις τῶν δέκα κρατῶν διὰ τὸν ἀφοπλισμόν. Ὁ ἀρχηγὸς τῆς δυτικῆς ἀντιπροσωπείας ὑπέβαλε σχέδιον προτάσεων, ἐνῷ ὁ κ. Ζόριν τὸ ἀπέκρουσεν ὡς ἀνεπαρκές. bbox=[424, 1763, 612, 1832]
austria-sub-headline-text: ΘΑ ΥΠΟΓΡΑΦΗ ΕΜΠΟΡΙΚΗ ΣΥΜΦΩΝΙΑ bbox=[658, 2219, 969, 2237]
column-rule-2 bbox=[1000, 54, 1002, 1485]
subhead: ΘΑ ΓΙΝΗ ΣΥΝΕΔΡΙΑ bbox=[1400, 541, 1531, 555]
subhead: ΑΥΣΤΗΡΑ ΛΟΓΟΚΡΙΣΙΑ bbox=[640, 495, 792, 509]
weather-article bbox=[1198, 1368, 1553, 1589]
swiss-paragraph: ΒΕΡΝΗ, 15. (Ἀσσ. Πρές).— Ἡ Ἑλβετικὴ Κυβέρνησις ἀπεφάσισε νὰ διατηρήσῃ τὴν ἐλευθερίαν ἀτομικοῦ ἐξοπλισμοῦ τοῦ στρατοῦ της. bbox=[627, 1957, 806, 2003]
cyprus-paragraph: ΛΟΝΔΙΝΟΝ, 15. (Ἀσσ. Πρές).— Ἐκ πηγῆς παρακολουθούσης ἐκ τοῦ σύνεγγυς τὰς διαπραγματεύσεις ἐπὶ τοῦ Κυπριακοῦ πληροφορούμεθα ὅτι ἡ ἀνακήρυξις τῆς ἀνεξαρτησίας τῆς Κύπρου δὲν θὰ γίνῃ, ὡς ἠλπίζετο, μέχρι τοῦ Πάσχα. Αἱ συνομιλίαι διὰ τὰς στρατιωτικὰς βάσεις συνεχίζονται καὶ ἡ βρεταννικὴ πλευρὰ ἐμφανίζεται διατεθειμένη νὰ περιορίσῃ τὰς ἀξιώσεις της. bbox=[1004, 321, 1180, 448]
short-article bbox=[1198, 1625, 1553, 2037]
state-paragraph: ΟΥΑΣΙΓΚΤΩΝ, 15. (Ἀσσ. Πρές).— Τὸ Στέητ Ντηπάρτμεντ διαψεύδει ὅτι ἐνεθάρρυνε κατὰ τὸ 1956 τὴν εἰσβολὴν εἰς Οὐγγαρίαν. bbox=[1198, 2164, 1370, 2211]
gsee-article bbox=[24, 1299, 612, 1666]
cyprus-paragraph: ΛΟΝΔΙΝΟΝ, 15. (Ἀσσ. Πρές).— Ἐκ πηγῆς παρακολουθούσης ἐκ τοῦ σύνεγγυς τὰς διαπραγματεύσεις ἐπὶ τοῦ Κυπριακοῦ πληροφορούμεθα ὅτι ἡ ἀνακήρυξις τῆς ἀνεξαρτησίας τῆς Κύπρου δὲν θὰ γίνῃ, ὡς ἠλπίζετο, μέχρι τοῦ Πάσχα. Αἱ συνομιλίαι διὰ τὰς στρατιωτικὰς βάσεις συνεχίζονται καὶ ἡ βρεταννικὴ πλευρὰ ἐμφανίζεται διατεθειμένη νὰ περιορίσῃ τὰς ἀξιώσεις της. bbox=[1378, 558, 1553, 685]
misc-paragraph: ΡΩΜΗ, 15. (Ἀσσ. Πρές).— Μία νεᾶνις εἰσήχθη εἰς κλινικὴν καὶ ἐξεχώρησεν ὡς νεανίας. ΠΑΡΙΣΙΟΙ, 15.— Δύο Γάλλοι τεχνικοὶ ὑπέστησαν ἐλαφρὰν ραδιενέργειαν. ΜΠΟΥΕΝΟΣ ΑΫΡΕΣ, 15.— Συνελήφθησαν 15 περονισταὶ ἡγέται. bbox=[1004, 1106, 1191, 1186]
ben-paragraph: ΗΝΩΜΕΝΑ ΕΘΝΗ, 15. (Ρώϋτερ).— Ὁ Πρωθυπουργὸς τοῦ Ἰσραὴλ κ. Μπὲν Γκουριὸν ἐδήλωσεν ὅτι ἡ γενεά μας θὰ ἴδῃ πραγματοποιούμενα τὰ ρήματα τοῦ προφήτου Ἠσαΐου, καθ' ἃ τὰ ξίφη θὰ μετατραποῦν εἰς ἄροτρα. bbox=[1198, 926, 1553, 1148]
subhead: ΕΙΝΑΙ ΑΣΥΜΦΟΡΟΣ bbox=[54, 726, 183, 740]
markets-headline-text: ΕΖΗΤΗΘΗ Η ΔΗΜΙΟΥΡΓΙΑ ΝΕΩΝ ΑΓΟΡΩΝ bbox=[52, 220, 585, 247]
geneva-headline-text: ΗΡΧΙΣΕ ΧΘΕΣ Η ΔΕΚΑΜΕΡΗΣ ΕΙΣ ΓΕΝΕΥΗΝ bbox=[29, 1674, 608, 1703]
austria-paragraph: ΒΕΛΙΓΡΑΔΙΟΝ, 15. (Ἀσσ. Πρές).— Ὁ Αὐστριακὸς ὑπουργὸς Ἐξωτερικῶν κ. Κράϊσκυ ἀφίκετο σήμερον εἰς Βελιγράδιον. Θὰ ὑπογραφῇ ἐμπορικὴ συμφωνία μεταξὺ τῶν δύο χωρῶν. bbox=[627, 2247, 808, 2305]
short-rule bbox=[1198, 1593, 1553, 1594]
short-paragraph: ΑΘΗΝΑΙ, 15.— Ὁ ὑπουργὸς Ἐμπορίου ἐδέχθη ἀντιπροσωπείαν ἐμπόρων. Ἡ Ἐθνικὴ Τράπεζα ἀνεκοίνωσε νέον πρόγραμμα δανείων. Εἰς τὸ Ὑπουργεῖον Παιδείας συνῆλθεν ἐπιτροπή. bbox=[1381, 1625, 1553, 1694]
state-article bbox=[1198, 2115, 1553, 2326]
gsee-paragraph: ΑΘΗΝΑΙ, 15.— Ἡ ΓΣΕΕ διὰ ὑπομνήματός της πρὸς τὸν ὑπουργὸν Ἐργασίας ζητεῖ τὴν ἔγκαιρον ἔκδοσιν τῆς ἀποφάσεως περὶ τοῦ δώρου τοῦ Πάσχα τῶν ἐργαζομένων καὶ τὴν ἐνίσχυσιν δι' ἐκτάκτων βοηθημάτων ὅλων γενικῶς τῶν κατηγοριῶν τῶν ἀνέργων. Εἰς τὸ ὑπόμνημα τονίζεται ὅτι τὸ δῶρον πρέπει νὰ καταβληθῇ ἐγκαίρως ὥστε οἱ ἐργαζόμενοι νὰ ἀντιμετωπίσουν τὰς ἀνάγκας τῆς ἑορτῆς. bbox=[224, 1299, 612, 1549]
autumn-headline: ΤΟ ΦΘΙΝΟΠΩΡΟΝ Ο ΜΑΚ ΜΙΛΛΑΝ ΕΙΣ ΤΗΝ ΡΩΜΗΝ bbox=[1019, 1741, 1176, 1764]
oil-paragraph: ΑΘΗΝΑΙ, 15.— Ὁ ὑπουργὸς Βιομηχανίας κ. Μάρκος Ἑλλήνων ἀνεκοίνωσεν ὅτι ὁλόκληρος ἡ Ἑλλὰς θὰ διερευνηθῇ πρὸς ταχεῖαν διαπίστωσιν τῶν τυχὸν ἀποθεμάτων πετρελαίων. Αἱ ἔρευναι θὰ διεξαχθοῦν ὑπὸ εἰδικῶν ξένων καὶ Ἑλλήνων γεωλόγων μὲ σύγχρονα μέσα. Ἡ Κυβέρνησις ἔχει καταρτίσει πρόγραμμα ἐρευνῶν εἰς τὴν Ἤπειρον, τὴν Θράκην καὶ τὰς νήσους τοῦ Αἰγαίου. bbox=[816, 874, 995, 1014]
state-headline bbox=[1198, 2044, 1553, 2112]
cyprus-paragraph: ΛΟΝΔΙΝΟΝ, 15. (Ἀσσ. Πρές).— Ἐκ πηγῆς παρακολουθούσης ἐκ τοῦ σύνεγγυς τὰς διαπραγματεύσεις ἐπὶ τοῦ Κυπριακοῦ πληροφορούμεθα ὅτι ἡ ἀνακήρυξις τῆς ἀνεξαρτησίας τῆς Κύπρου δὲν θὰ γίνῃ, ὡς ἠλπίζετο, μέχρι τοῦ Πάσχα. Αἱ συνομιλίαι διὰ τὰς στρατιωτικὰς βάσεις συνεχίζονται καὶ ἡ βρεταννικὴ πλευρὰ ἐμφανίζεται διατεθειμένη νὰ περιορίσῃ τὰς ἀξιώσεις της. bbox=[1004, 191, 1367, 689]
masthead bbox=[20, 37, 612, 135]
state-headline-text: ΤΟ ΣΤΕΗΤ ΝΤΗΠΑΡΤΜΕΝΤ ΔΙΑΨΕΥΔΕΙ ΟΤΙ ΕΝΕΘΑΡΡΥΝΕ ΚΑΤΑ ΤΟ 1956 ΤΗΝ ΕΙΣΒΟΛΗΝ ΕΙΣ ΟΥΓΓΑΡΙΑΝ bbox=[1206, 2042, 1544, 2091]
ben-headline bbox=[1198, 828, 1553, 921]
korea-headline-text: ΜΕ ΦΟΝΟΥΣ ΚΑΙ ΤΡΑΥΜΑΤΙΣΜΟΥΣ ΔΙΕΞΗΧΘΗΣΑΝ ΑΙ ΠΡΟΕΔΡΙΚΑΙ ΕΚΛΟΓΑΙ ΕΙΣ ΝΟΤΙΟΝ ΚΟΡΕΑΝ bbox=[638, 53, 984, 142]
cyprus-paragraph: ΛΟΝΔΙΝΟΝ, 15. (Ἀσσ. Πρές).— Ἐκ πηγῆς παρακολουθούσης ἐκ τοῦ σύνεγγυς τὰς διαπραγματεύσεις ἐπὶ τοῦ Κυπριακοῦ πληροφορούμεθα ὅτι ἡ ἀνακήρυξις τῆς ἀνεξαρτησίας τῆς Κύπρου δὲν θὰ γίνῃ, ὡς ἠλπίζετο, μέχρι τοῦ Πάσχα. Αἱ συνομιλίαι διὰ τὰς στρατιωτικὰς βάσεις συνεχίζονται καὶ ἡ βρεταννικὴ πλευρὰ ἐμφανίζεται διατεθειμένη νὰ περιορίσῃ τὰς ἀξιώσεις της. bbox=[1191, 281, 1367, 409]
africa-article bbox=[627, 1208, 1185, 1335]
strike-headline-text: ΣΥΝΕΧΙΖΕΤΑΙ ΕΙΣ ΤΑΣ ΑΘΗΝΑΣ Η ΑΠΕΡΓΙΑ ΤΩΝ ΕΡΓΑΤΩΝ ΤΥΠΟΥ ΚΑΙ ΤΩΝ ΛΙΝΟΤΥΠΩΝ bbox=[627, 1600, 995, 1652]
misc-paragraph: ΡΩΜΗ, 15. (Ἀσσ. Πρές).— Μία νεᾶνις εἰσήχθη εἰς κλινικὴν καὶ ἐξεχώρησεν ὡς νεανίας. ΠΑΡΙΣΙΟΙ, 15.— Δύο Γάλλοι τεχνικοὶ ὑπέστησαν ἐλαφρὰν ραδιενέργειαν. ΜΠΟΥΕΝΟΣ ΑΫΡΕΣ, 15.— Συνελήφθησαν 15 περονισταὶ ἡγέται. bbox=[1004, 1535, 1191, 1615]
misc-paragraph: ΡΩΜΗ, 15. (Ἀσσ. Πρές).— Μία νεᾶνις εἰσήχθη εἰς κλινικὴν καὶ ἐξεχώρησεν ὡς νεανίας. ΠΑΡΙΣΙΟΙ, 15.— Δύο Γάλλοι τεχνικοὶ ὑπέστησαν ἐλαφρὰν ραδιενέργειαν. ΜΠΟΥΕΝΟΣ ΑΫΡΕΣ, 15.— Συνελήφθησαν 15 περονισταὶ ἡγέται. bbox=[1004, 1656, 1191, 1737]
agri-rule bbox=[627, 1338, 995, 1339]
austria-article bbox=[627, 2247, 1000, 2330]
subhead: ΔΙΑ ΤΟΝ ΟΙΚΟΝ ΠΕΣΑ bbox=[45, 486, 192, 500]
korea-sub-headline-text: Ο Κ. ΣΗΓΚΜΑΝ ΡΗ ΕΞΕΛΕΓΗ ΠΑΛΙΝ bbox=[637, 166, 985, 216]
ben-paragraph: ΗΝΩΜΕΝΑ ΕΘΝΗ, 15. (Ρώϋτερ).— Ὁ Πρωθυπουργὸς τοῦ Ἰσραὴλ κ. Μπὲν Γκουριὸν ἐδήλωσεν ὅτι ἡ γενεά μας θὰ ἴδῃ πραγματοποιούμενα τὰ ρήματα τοῦ προφήτου Ἠσαΐου, καθ' ἃ τὰ ξίφη θὰ μετατραποῦν εἰς ἄροτρα. bbox=[1381, 1070, 1553, 1152]
cyprus-paragraph: ΛΟΝΔΙΝΟΝ, 15. (Ἀσσ. Πρές).— Ἐκ πηγῆς παρακολουθούσης ἐκ τοῦ σύνεγγυς τὰς διαπραγματεύσεις ἐπὶ τοῦ Κυπριακοῦ πληροφορούμεθα ὅτι ἡ ἀνακήρυξις τῆς ἀνεξαρτησίας τῆς Κύπρου δὲν θὰ γίνῃ, ὡς ἠλπίζετο, μέχρι τοῦ Πάσχα. Αἱ συνομιλίαι διὰ τὰς στρατιωτικὰς βάσεις συνεχίζονται καὶ ἡ βρεταννικὴ πλευρὰ ἐμφανίζεται διατεθειμένη νὰ περιορίσῃ τὰς ἀξιώσεις της. bbox=[1004, 191, 1180, 318]
ben-headline-text: Η ΓΕΝΕΑ ΜΑΣ, ΔΙΑΚΗΡΥΣΣΕΙ Ο ΜΠΕΝ ΓΚΟΥΡΙΟΝ ΘΑ ΙΔΗ ΠΡΑΓΜΑΤΟΠΟΙΟΥΜΕΝΑ ΤΑ ΡΗΜΑΤΑ ΤΟΥ ΠΡΟΦΗΤΟΥ ΗΣΑΪΟΥ ΚΑΘ' Α ΤΑ ΞΙΦΗ ΘΑ ΜΕΤΑΤΡΑΠΟΥΝ ΕΙΣ ΑΡΟΤΡΑ bbox=[1200, 827, 1551, 888]
peron-headline: 15 ΠΕΡΟΝΙΣΤΑΙ ΗΓΕΤΑΙ ΣΥΝΕΛΗΦΘΗΣΑΝ ΕΙΣ ΜΠΟΥΕΝΟΣ ΑΫΡΕΣ bbox=[1024, 1069, 1171, 1103]
africa-rule bbox=[627, 1123, 995, 1124]
subhead: ΑΝΤΙΠΑΡΑΓΩΓΙΚΗ bbox=[258, 428, 379, 442]
olive-headline-text: ΣΥΜΠΤΩΜΑΤΙΚΗ ΚΑΙ ΑΝΤΙΠΑΡΑΓΩΓΙΚΗ ΘΕΩΡΕΙΤΑΙ ΥΠΟ ΤΗΣ ΑΝΤΙΠΟΛΙΤΕΥΣΕΩΣ Η ΚΥΒΕΡΝΗΤΙΚΗ ΠΟΛΙΤΙΚΗ ΕΠΙ ΤΟΥ ΕΛΑΙΟΥ bbox=[29, 141, 608, 209]
subhead: Ο ΖΟΡΙΝ ΤΟ ΑΠΟΚΡΟΥΕΙ bbox=[235, 1859, 402, 1872]
strike-paragraph: ΑΘΗΝΑΙ, 15.— Συνεχίζεται διὰ δευτέραν ἡμέραν ἡ ἀπεργία τῶν ἐργατῶν τύπου καὶ τῶν λινοτυπῶν. Αἱ ἐφημερίδες τῶν Ἀθηνῶν δὲν ἐκυκλοφόρησαν σήμερον. Αἱ διαπραγματεύσεις μεταξὺ ἐκδοτῶν καὶ ἐργαζομένων συνεχίζονται. bbox=[627, 1744, 806, 1825]
subhead: ΤΟ ΖΗΤΗΜΑ ΤΩΝ ΜΑΡΩΝΙΤΩΝ bbox=[1408, 218, 1524, 245]
strike-paragraph: ΑΘΗΝΑΙ, 15.— Συνεχίζεται διὰ δευτέραν ἡμέραν ἡ ἀπεργία τῶν ἐργατῶν τύπου καὶ τῶν λινοτυπῶν. Αἱ ἐφημερίδες τῶν Ἀθηνῶν δὲν ἐκυκλοφόρησαν σήμερον. Αἱ διαπραγματεύσεις μεταξὺ ἐκδοτῶν καὶ ἐργαζομένων συνεχίζονται. bbox=[627, 1661, 806, 1741]
oil-headline bbox=[627, 635, 995, 728]
weather-paragraph: ΑΘΗΝΑΙ, 15.— Αἰθρία καὶ ἄνοδος τῆς θερμοκρασίας προβλέπεται νὰ ἐπικρατήσῃ σήμερον εἰς ὁλόκληρον τὴν χώραν, κατὰ τὴν ἀνακοίνωσιν τῆς Μετεωρολογικῆς Ὑπηρεσίας. Ἄνεμοι ἀσθενεῖς βόρειοι. bbox=[1198, 1368, 1553, 1529]
gsee-paragraph: ΑΘΗΝΑΙ, 15.— Ἡ ΓΣΕΕ διὰ ὑπομνήματός της πρὸς τὸν ὑπουργὸν Ἐργασίας ζητεῖ τὴν ἔγκαιρον ἔκδοσιν τῆς ἀποφάσεως περὶ τοῦ δώρου τοῦ Πάσχα τῶν ἐργαζομένων καὶ τὴν ἐνίσχυσιν δι' ἐκτάκτων βοηθημάτων ὅλων γενικῶς τῶν κατηγοριῶν τῶν ἀνέργων. Εἰς τὸ ὑπόμνημα τονίζεται ὅτι τὸ δῶρον πρέπει νὰ καταβληθῇ ἐγκαίρως ὥστε οἱ ἐργαζόμενοι νὰ ἀντιμετωπίσουν τὰς ἀνάγκας τῆς ἑορτῆς. bbox=[24, 1299, 213, 1437]
agri-article bbox=[627, 1427, 995, 1594]
cyprus-sub-headline-text: ΠΕΡΙΟΡΙΖΟΝΤΑΙ ΑΙ ΑΞΙΩΣΕΙΣ ΔΙΑ ΤΑΣ ΒΑΣΕΙΣ; bbox=[1007, 146, 1550, 171]
french-headline: ΔΥΟ ΓΑΛΛΟΙ ΤΕΧΝΙΚΟΙ ΥΠΕΣΤΗΣΑΝ ΕΛΑΦΡΑΝ ΡΑΔΙΕΝΕΡΓΕΙΑΝ bbox=[1026, 948, 1169, 981]
olive-paragraph: ΑΘΗΝΑΙ, 15.— Κατά τὴν ἀπογευματινὴν συνεδρίασιν τῆς Βουλῆς, ὁ κ. ΣΤΡΑΤΟΣ ἐκ μέρους τῆς ἀντιπολιτεύσεως ἀνέπτυξεν ἐπερώτησιν διὰ τὸ ἐλαιόλαδον. Ὁ κ. ΖΩΡΜΠΑΣ ὡμίλησε κατόπιν ὑπὲρ τῆς κυβερνήσεως ἐξηγῶν τὴν πολιτικὴν ἐπὶ τοῦ ἐλαίου. Ἀπήντησε ὅτι ἡ ἐπιστροφὴ τῶν πλεονασμάτων ἀπαιτεῖ δημιουργίαν νέων ἀγορῶν, ὅπως ζητοῦν οἱ παραγωγοί. Ὁ κ. ΑΝΔΡΙΑΝΟΠΟΥΛΟΣ ἀντέτεινεν ὅτι ἡ κυβερνητικὴ πολιτικὴ εἶναι συμπτωματικὴ καὶ ἀντιπαραγωγική καὶ ὅτι οἱ ἐλαιοπαραγωγοὶ τῆς Πελοποννήσου καὶ τῶν νήσων ὑφίστανται ζημίας. Ὁ ὑπουργὸς ἀπήντησεν ὅτι ἡ ἐξαγωγὴ ηὐξήθη κατὰ τὸ λῆγον ἔτος. bbox=[24, 503, 213, 722]
agri-paragraph: ΑΘΗΝΑΙ, 15.— Διὰ ἀποφάσεως τοῦ ὑπουργοῦ Συντονισμοῦ διατίθεται τὸ ποσὸν τῶν 206 ἑκατομμυρίων δραχμῶν διὰ τὸ πρόγραμμα γεωργικῶν ἐπενδύσεων τοῦ τρέχοντος ἔτους. Τὰ ἔργα θὰ ἐκτελεσθοῦν εἰς τοὺς νομοὺς Μακεδονίας, Θεσσαλίας καὶ Πελοποννήσου. bbox=[627, 1427, 806, 1531]
subhead: Η ΑΠΑΙΤΟΥΜΕΝΗ ΔΥΝΑΜΙΣ bbox=[1034, 452, 1151, 479]
korea-article bbox=[627, 211, 995, 627]
markets-rule bbox=[24, 257, 612, 258]
iraq-headline: ΕΡΓΟΣΤΑΣΙΟΝ ΠΑΡΑΓΩΓΗΣ ΗΛΕΚΤΡΙΚΩΝ ΛΑΜΠΤΗΡΩΝ ΕΤΟΙΜΑΖΕΤΑΙ ΕΙΣ ΤΟ ΙΡΑΚ bbox=[1014, 1619, 1181, 1653]
column-rule-1 bbox=[620, 54, 622, 2328]
weather-paragraph: ΑΘΗΝΑΙ, 15.— Αἰθρία καὶ ἄνοδος τῆς θερμοκρασίας προβλέπεται νὰ ἐπικρατήσῃ σήμερον εἰς ὁλόκληρον τὴν χώραν, κατὰ τὴν ἀνακοίνωσιν τῆς Μετεωρολογικῆς Ὑπηρεσίας. Ἄνεμοι ἀσθενεῖς βόρειοι. bbox=[1198, 1368, 1370, 1449]
subhead: ΑΠΗΓΓΕΙΛΑΝ ΟΙ ΑΥΤΟΚΙΝΗΤΙΣΤΑΙ bbox=[1407, 379, 1524, 406]
africa-paragraph: ΗΝΩΜΕΝΑ ΕΘΝΗ, 15. (Ρώϋτερ).— Εἴκοσι δύο Ἀφρικανοασιατικαὶ χῶραι ἐζήτησαν σήμερον τὴν σύγκλησιν εἰδικῆς συνόδου τοῦ ΟΗΕ διὰ τὸ ζήτημα τῶν ἀτομικῶν δοκιμῶν τῆς Γαλλίας εἰς τὴν Σαχάραν. bbox=[816, 1208, 1185, 1315]
weather-headline bbox=[1198, 1299, 1553, 1343]
swiss-article bbox=[627, 1957, 995, 2162]
klum-headline: ΤΟ ΧΛΟΥΜΠ ΤΩΝ ΚΛΕΠΤΩΝ bbox=[1011, 1851, 1184, 1863]
korea-paragraph: ΣΕΟΥΛ, Κορέα, 15. (Ἀσσ. Πρές).— Σημειοῦνται ἐπεισόδια κατὰ τὴν διάρκειαν τῶν προεδρικῶν ἐκλογῶν τῆς Νοτίου Κορέας, κατὰ τὰ ὁποῖα ἐφονεύθησαν καὶ ἐτραυματίσθησαν ἀρκετοὶ πολῖται. Ὁ κ. Συγκμὰν Ρῆ ἐξελέγη καὶ πάλιν μὲ μεγάλην πλειοψηφίαν. Ἡ ἀντιπολίτευσις κατήγγειλε νοθείας εἰς πολλὰς ἐκλογικὰς περιφερείας, ἐνῷ ἡ κυβέρνησις διαβεβαιοῖ ὅτι ἡ ψηφοφορία διεξήχθη ὁμαλῶς. bbox=[816, 436, 995, 574]
swiss-rule bbox=[627, 1910, 995, 1911]
state-paragraph: ΟΥΑΣΙΓΚΤΩΝ, 15. (Ἀσσ. Πρές).— Τὸ Στέητ Ντηπάρτμεντ διαψεύδει ὅτι ἐνεθάρρυνε κατὰ τὸ 1956 τὴν εἰσβολὴν εἰς Οὐγγαρίαν. bbox=[1381, 2115, 1553, 2162]
ben-paragraph: ΗΝΩΜΕΝΑ ΕΘΝΗ, 15. (Ρώϋτερ).— Ὁ Πρωθυπουργὸς τοῦ Ἰσραὴλ κ. Μπὲν Γκουριὸν ἐδήλωσεν ὅτι ἡ γενεά μας θὰ ἴδῃ πραγματοποιούμενα τὰ ρήματα τοῦ προφήτου Ἠσαΐου, καθ' ἃ τὰ ξίφη θὰ μετατραποῦν εἰς ἄροτρα. bbox=[1198, 926, 1370, 1007]
olive-article bbox=[24, 263, 612, 1179]
strike-rule bbox=[627, 1598, 995, 1599]
oil-paragraph: ΑΘΗΝΑΙ, 15.— Ὁ ὑπουργὸς Βιομηχανίας κ. Μάρκος Ἑλλήνων ἀνεκοίνωσεν ὅτι ὁλόκληρος ἡ Ἑλλὰς θὰ διερευνηθῇ πρὸς ταχεῖαν διαπίστωσιν τῶν τυχὸν ἀποθεμάτων πετρελαίων. Αἱ ἔρευναι θὰ διεξαχθοῦν ὑπὸ εἰδικῶν ξένων καὶ Ἑλλήνων γεωλόγων μὲ σύγχρονα μέσα. Ἡ Κυβέρνησις ἔχει καταρτίσει πρόγραμμα ἐρευνῶν εἰς τὴν Ἤπειρον, τὴν Θράκην καὶ τὰς νήσους τοῦ Αἰγαίου. bbox=[627, 733, 806, 871]
austria-headline bbox=[627, 2170, 1000, 2219]
subhead: ΑΙ ΣΥΝΟΜΙΛΙΑΙ bbox=[1228, 573, 1330, 587]
oil-rule bbox=[627, 629, 995, 630]
